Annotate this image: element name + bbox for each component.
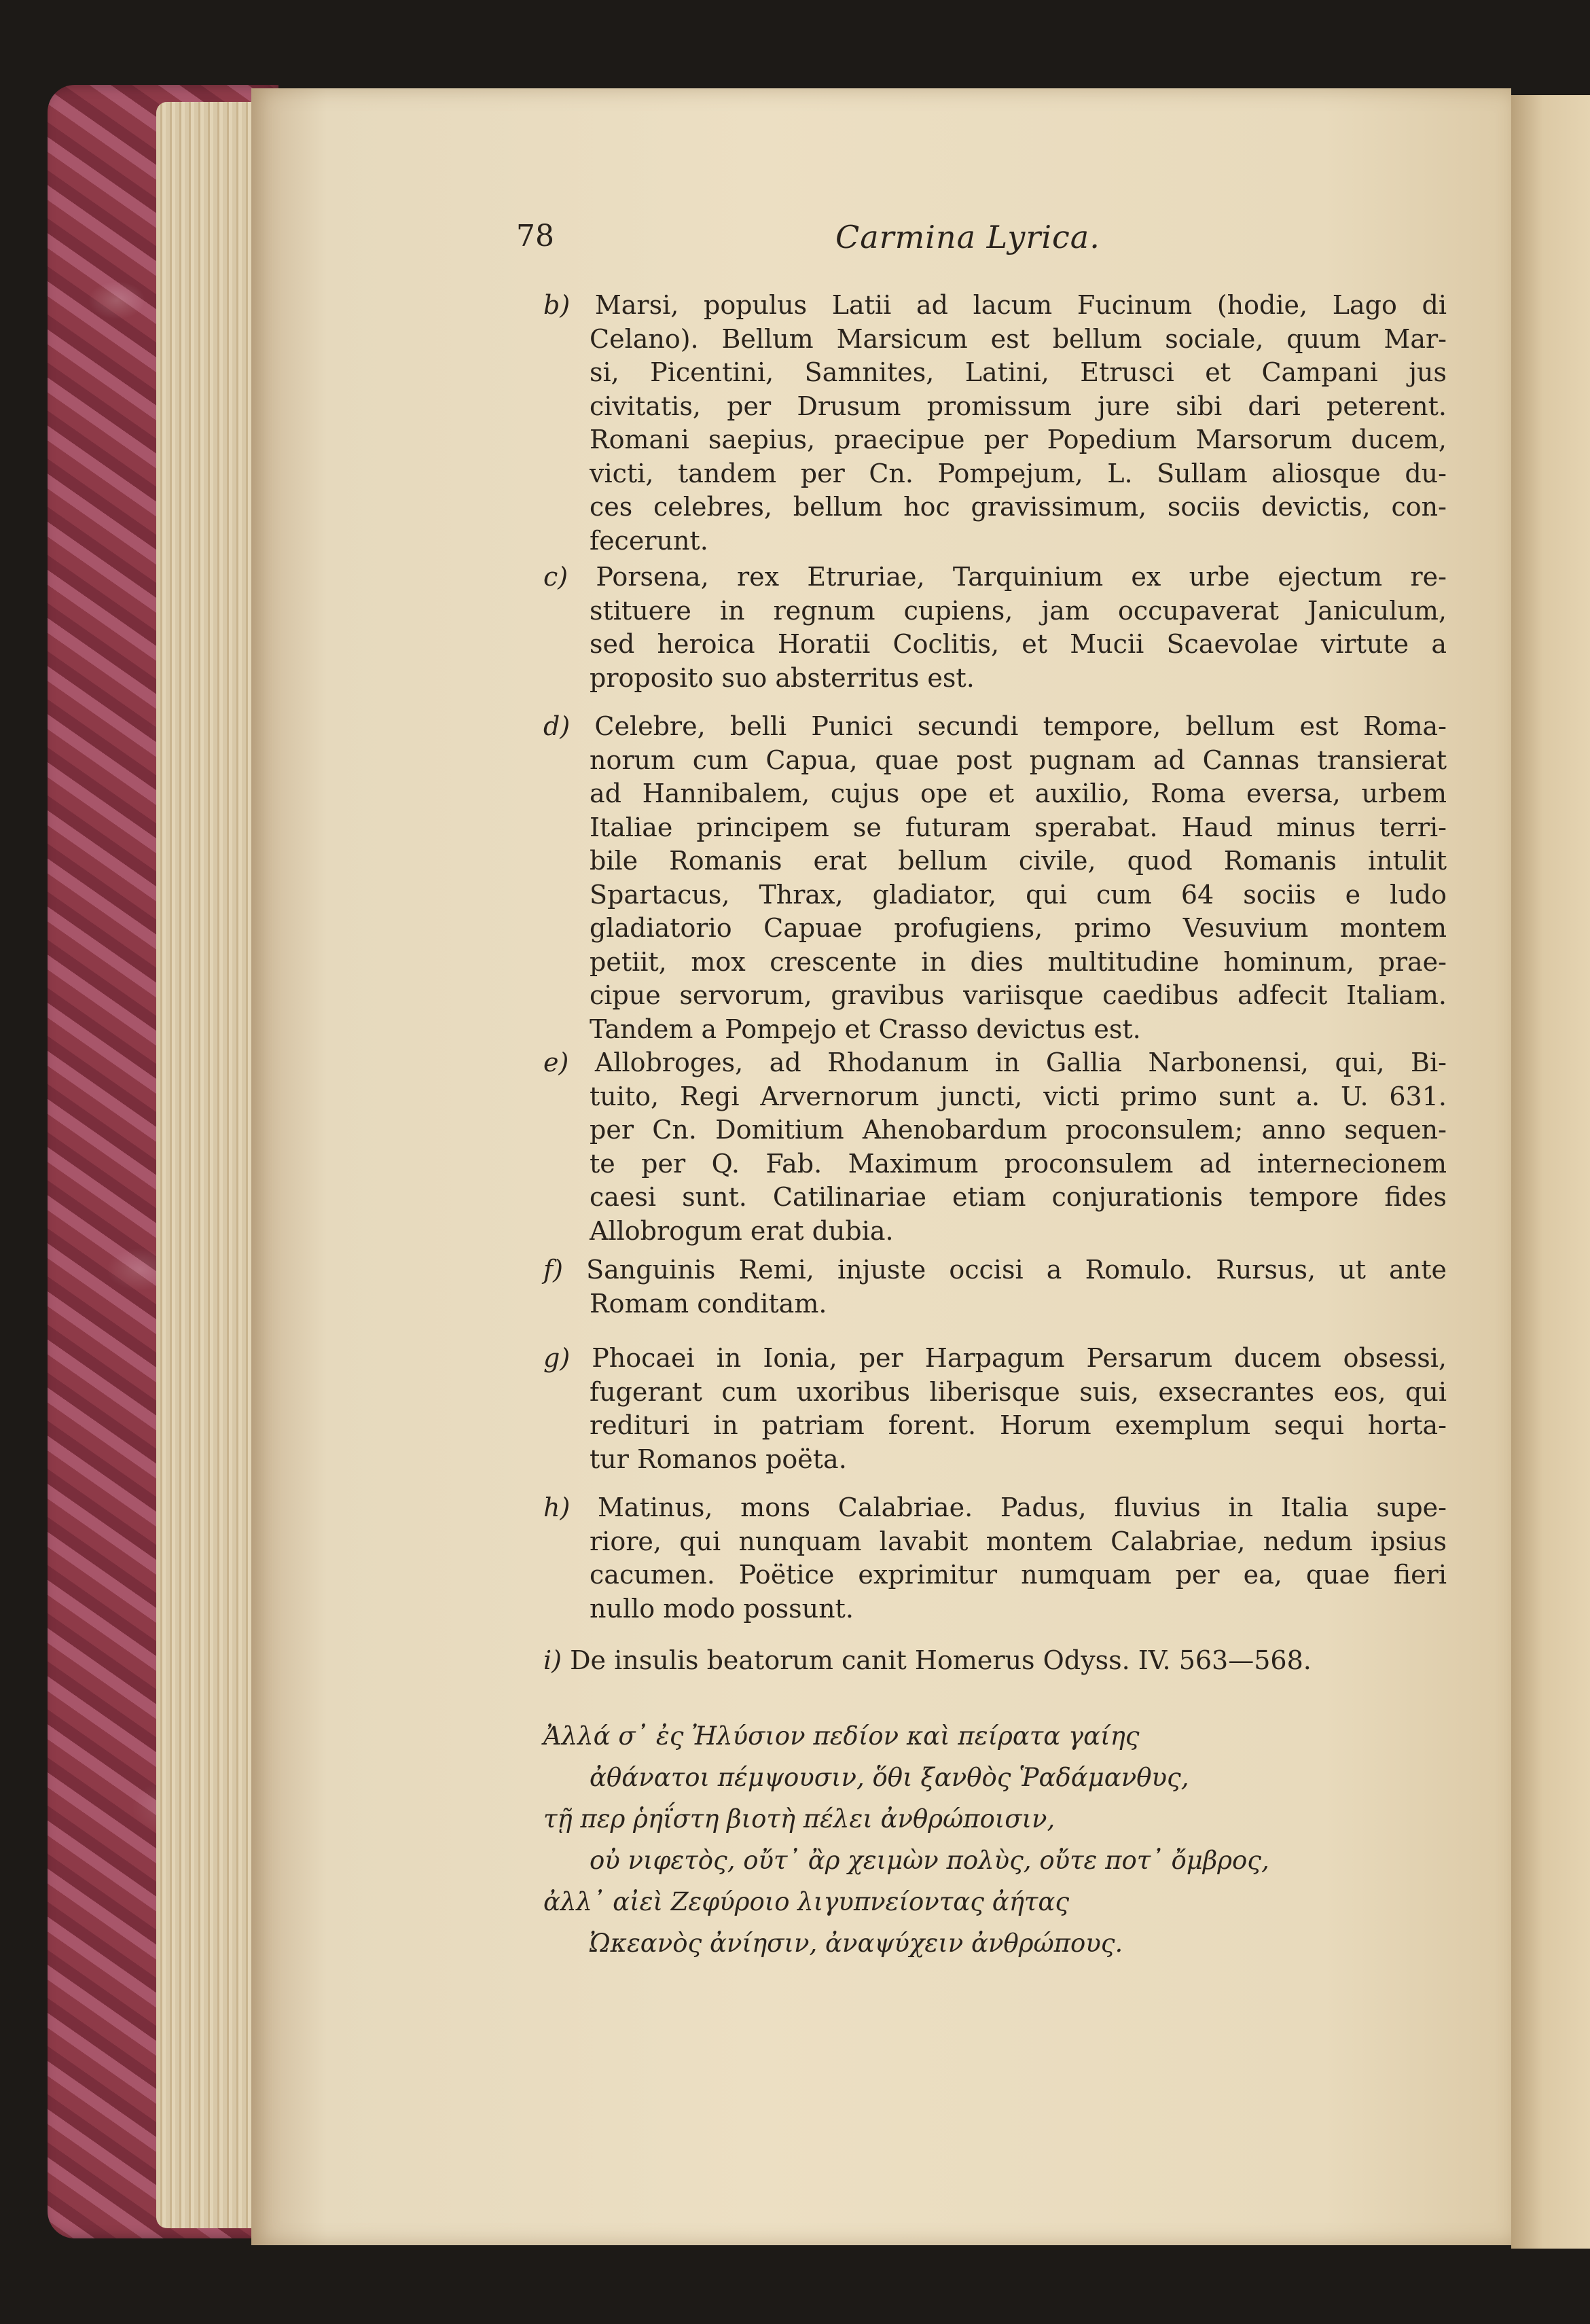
- footnote-label: e): [543, 1048, 595, 1077]
- footnote-text: Sanguinis Remi, injuste occisi a Romulo. Rursus, ut ante: [586, 1255, 1447, 1285]
- greek-verse: [543, 1715, 1426, 1964]
- footnote-line: per Cn. Domitium Ahenobardum proconsulem; anno sequen-: [590, 1115, 1447, 1145]
- footnote-line: [543, 1644, 1447, 1678]
- footnote-label: h): [543, 1492, 598, 1522]
- greek-verse-line: τῇ περ ῥηΐστη βιοτὴ πέλει ἀνθρώποισιν,: [543, 1804, 1055, 1834]
- footnote-line: gladiatorio Capuae profugiens, primo Vesuvium montem: [590, 913, 1447, 943]
- footnote-text: Allobroges, ad Rhodanum in Gallia Narbonensi, qui, Bi-: [594, 1048, 1447, 1077]
- greek-verse-line: ἀθάνατοι πέμψουσιν, ὅθι ξανθὸς Ῥαδάμανθυς,: [590, 1763, 1189, 1792]
- footnote-line: cipue servorum, gravibus variisque caedibus adfecit Italiam.: [590, 980, 1447, 1010]
- footnote-line: [543, 1253, 1447, 1287]
- footnote-label: b): [543, 290, 595, 320]
- footnote-line: sed heroica Horatii Coclitis, et Mucii Scaevolae virtute a: [590, 629, 1447, 659]
- footnote-line: riore, qui nunquam lavabit montem Calabriae, nedum ipsius: [590, 1526, 1447, 1556]
- footnote-label: f): [543, 1255, 587, 1285]
- footnote-line: [543, 1046, 1447, 1080]
- footnote-line: proposito suo absterritus est.: [590, 662, 975, 693]
- footnote-text: Porsena, rex Etruriae, Tarquinium ex urbe ejectum re-: [596, 562, 1447, 592]
- footnote-line: Romani saepius, praecipue per Popedium Marsorum ducem,: [590, 425, 1447, 454]
- footnote-text: De insulis beatorum canit Homerus Odyss. IV. 563—568.: [570, 1645, 1312, 1675]
- footnote-line: [543, 1342, 1447, 1376]
- footnote-line: stituere in regnum cupiens, jam occupaverat Janiculum,: [590, 595, 1447, 626]
- footnote-line: ad Hannibalem, cujus ope et auxilio, Roma eversa, urbem: [590, 779, 1447, 808]
- footnote-line: norum cum Capua, quae post pugnam ad Cannas transierat: [590, 745, 1447, 775]
- greek-verse-line: Ἀλλά σ᾽ ἐς Ἠλύσιον πεδίον καὶ πείρατα γαίης: [543, 1721, 1140, 1751]
- footnote-g: [543, 1342, 1447, 1476]
- footnote-b: [543, 289, 1447, 558]
- running-title: Carmina Lyrica.: [835, 219, 1100, 255]
- greek-verse-line: οὐ νιφετὸς, οὔτ᾽ ἂρ χειμὼν πολὺς, οὔτε ποτ᾽ ὄμβρος,: [590, 1846, 1269, 1875]
- footnote-label: d): [543, 711, 595, 741]
- footnote-f: [543, 1253, 1447, 1321]
- footnote-line: tur Romanos poëta.: [590, 1444, 847, 1474]
- facing-page-edge: [1511, 95, 1590, 2249]
- footnote-h: [543, 1491, 1447, 1626]
- footnote-c: [543, 560, 1447, 695]
- footnote-i: [543, 1644, 1447, 1678]
- page-header: [516, 219, 1433, 260]
- footnote-line: redituri in patriam forent. Horum exemplum sequi horta-: [590, 1410, 1447, 1440]
- footnote-line: cacumen. Poëtice exprimitur numquam per ea, quae fieri: [590, 1560, 1447, 1590]
- footnote-line: Celano). Bellum Marsicum est bellum sociale, quum Mar-: [590, 323, 1447, 354]
- footnote-line: si, Picentini, Samnites, Latini, Etrusci et Campani jus: [590, 357, 1447, 387]
- greek-verse-line: Ὠκεανὸς ἀνίησιν, ἀναψύχειν ἀνθρώπους.: [590, 1929, 1123, 1958]
- footnote-label: i): [543, 1645, 571, 1675]
- footnote-line: caesi sunt. Catilinariae etiam conjurationis tempore fides: [590, 1182, 1447, 1212]
- page-number: 78: [516, 219, 554, 253]
- footnote-line: fugerant cum uxoribus liberisque suis, exsecrantes eos, qui: [590, 1376, 1447, 1407]
- footnote-line: Romam conditam.: [590, 1288, 827, 1319]
- footnote-line: tuito, Regi Arvernorum juncti, victi primo sunt a. U. 631.: [590, 1081, 1447, 1111]
- footnote-line: Spartacus, Thrax, gladiator, qui cum 64 sociis e ludo: [590, 879, 1447, 910]
- footnote-line: Allobrogum erat dubia.: [590, 1215, 894, 1246]
- footnote-line: bile Romanis erat bellum civile, quod Romanis intulit: [590, 846, 1447, 876]
- footnote-line: civitatis, per Drusum promissum jure sibi dari peterent.: [590, 391, 1447, 421]
- footnote-label: g): [543, 1343, 592, 1373]
- footnote-line: nullo modo possunt.: [590, 1593, 854, 1624]
- footnote-text: Marsi, populus Latii ad lacum Fucinum (hodie, Lago di: [594, 290, 1447, 320]
- footnote-line: ces celebres, bellum hoc gravissimum, sociis devictis, con-: [590, 492, 1447, 522]
- footnote-line: [543, 289, 1447, 323]
- footnote-line: victi, tandem per Cn. Pompejum, L. Sullam aliosque du-: [590, 458, 1447, 488]
- footnote-line: [543, 710, 1447, 744]
- footnote-line: [543, 1491, 1447, 1525]
- footnote-text: Matinus, mons Calabriae. Padus, fluvius in Italia supe-: [597, 1492, 1447, 1522]
- footnote-d: [543, 710, 1447, 1046]
- footnote-text: Celebre, belli Punici secundi tempore, bellum est Roma-: [594, 711, 1447, 741]
- footnote-line: petiit, mox crescente in dies multitudine hominum, prae-: [590, 946, 1447, 977]
- footnote-label: c): [543, 562, 596, 592]
- footnote-line: Tandem a Pompejo et Crasso devictus est.: [590, 1014, 1141, 1044]
- footnote-line: Italiae principem se futuram sperabat. Haud minus terri-: [590, 812, 1447, 842]
- footnote-text: Phocaei in Ionia, per Harpagum Persarum ducem obsessi,: [592, 1343, 1447, 1373]
- greek-verse-line: ἀλλ᾽ αἰεὶ Ζεφύροιο λιγυπνείοντας ἀήτας: [543, 1887, 1070, 1916]
- footnote-line: fecerunt.: [590, 525, 708, 556]
- footnote-e: [543, 1046, 1447, 1248]
- footnote-line: [543, 560, 1447, 594]
- footnote-line: te per Q. Fab. Maximum proconsulem ad internecionem: [590, 1148, 1447, 1179]
